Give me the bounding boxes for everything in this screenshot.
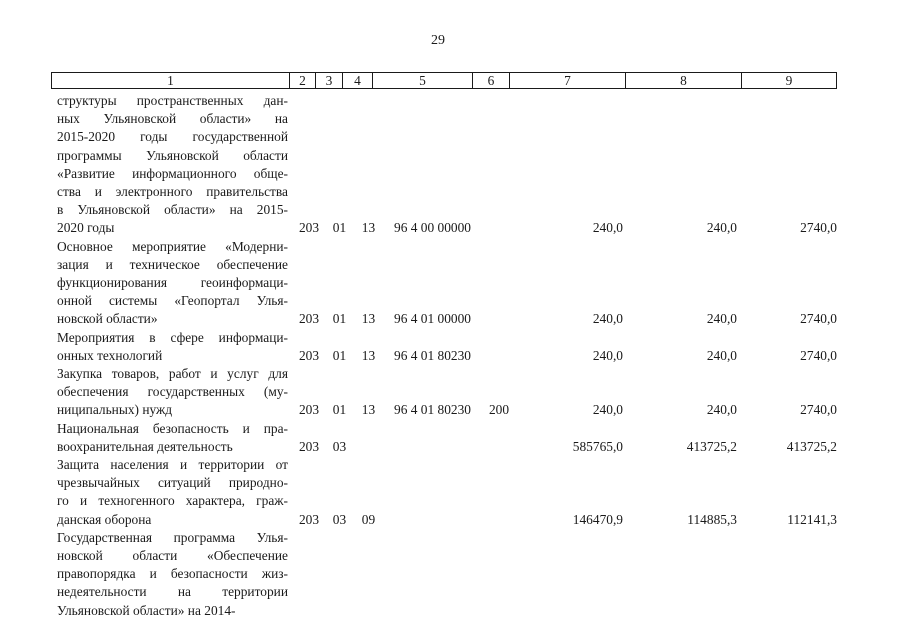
- row-code-subsection: 13: [361, 402, 376, 418]
- row-description: [57, 92, 288, 238]
- row-value-col7: 240,0: [592, 347, 623, 363]
- row-value-col9: 2740,0: [800, 220, 837, 236]
- description-line: ства и электронного правительства: [57, 184, 288, 200]
- description-line: ных Ульяновской области» на: [57, 111, 288, 127]
- row-code-subsection: 09: [361, 511, 376, 527]
- description-line: 2020 годы: [57, 220, 115, 236]
- description-line: 2015-2020 годы государственной: [57, 129, 288, 145]
- description-line: структуры пространственных дан-: [57, 93, 288, 108]
- row-description: [57, 456, 288, 529]
- row-code-admin: 203: [298, 311, 320, 327]
- table-row: [0, 238, 905, 329]
- row-value-col8: 240,0: [706, 347, 737, 363]
- row-value-col9: 413725,2: [786, 438, 837, 454]
- row-value-col9: 2740,0: [800, 311, 837, 327]
- description-line: программы Ульяновской области: [57, 147, 288, 163]
- row-code-admin: 203: [298, 220, 320, 236]
- table-row: [0, 92, 905, 238]
- row-value-col8: 413725,2: [686, 438, 737, 454]
- row-code-section: 01: [332, 402, 347, 418]
- description-line: онных технологий: [57, 347, 163, 363]
- table-row: [0, 329, 905, 365]
- row-code-admin: 203: [298, 438, 320, 454]
- description-line: Защита населения и территории от: [57, 457, 288, 472]
- description-line: Закупка товаров, работ и услуг для: [57, 366, 288, 381]
- description-line: Мероприятия в сфере информаци-: [57, 329, 288, 345]
- description-line: обеспечения государственных (му-: [57, 384, 288, 400]
- description-line: чрезвычайных ситуаций природно-: [57, 475, 288, 491]
- description-line: «Развитие информационного обще-: [57, 165, 288, 181]
- row-code-section: 03: [332, 438, 347, 454]
- description-line: воохранительная деятельность: [57, 438, 233, 454]
- description-line: го и техногенного характера, граж-: [57, 493, 288, 509]
- row-description: [57, 238, 288, 329]
- table-row: [0, 365, 905, 420]
- description-line: данская оборона: [57, 511, 152, 527]
- header-col-9: 9: [741, 73, 836, 88]
- row-description: [57, 329, 288, 365]
- table-row: [0, 529, 905, 620]
- description-line: Национальная безопасность и пра-: [57, 420, 288, 436]
- description-line: онной системы «Геопортал Улья-: [57, 293, 288, 309]
- header-col-5: 5: [372, 73, 472, 88]
- description-line: зация и техническое обеспечение: [57, 256, 288, 272]
- row-value-col7: 585765,0: [572, 438, 623, 454]
- description-line: Государственная программа Улья-: [57, 529, 288, 545]
- table-row: [0, 420, 905, 456]
- description-line: новской области «Обеспечение: [57, 548, 288, 563]
- header-col-4: 4: [342, 73, 372, 88]
- description-line: недеятельности на территории: [57, 584, 288, 600]
- row-description: [57, 529, 288, 620]
- header-col-7: 7: [509, 73, 625, 88]
- row-code-target: 96 4 01 80230: [394, 402, 471, 418]
- row-code-admin: 203: [298, 402, 320, 418]
- row-value-col9: 2740,0: [800, 347, 837, 363]
- page-number: 29: [431, 33, 445, 48]
- header-col-8: 8: [625, 73, 741, 88]
- row-code-section: 03: [332, 511, 347, 527]
- row-value-col8: 240,0: [706, 402, 737, 418]
- header-col-2: 2: [289, 73, 315, 88]
- row-code-target: 96 4 00 00000: [394, 220, 471, 236]
- description-line: Основное мероприятие «Модерни-: [57, 238, 288, 254]
- header-col-6: 6: [472, 73, 509, 88]
- header-col-3: 3: [315, 73, 342, 88]
- header-col-1: 1: [167, 73, 174, 88]
- row-code-subsection: 13: [361, 311, 376, 327]
- row-value-col8: 114885,3: [687, 511, 737, 527]
- row-value-col9: 2740,0: [800, 402, 837, 418]
- row-value-col8: 240,0: [706, 311, 737, 327]
- row-value-col7: 240,0: [592, 311, 623, 327]
- row-code-subsection: 13: [361, 220, 376, 236]
- row-value-col9: 112141,3: [787, 511, 837, 527]
- table-row: [0, 456, 905, 529]
- row-code-target: 96 4 01 80230: [394, 347, 471, 363]
- description-line: правопорядка и безопасности жиз-: [57, 566, 288, 582]
- row-code-subsection: 13: [361, 347, 376, 363]
- row-code-admin: 203: [298, 511, 320, 527]
- row-value-col7: 146470,9: [572, 511, 623, 527]
- row-code-target: 96 4 01 00000: [394, 311, 471, 327]
- description-line: функционирования геоинформаци-: [57, 275, 288, 290]
- description-line: Ульяновской области» на 2014-: [57, 602, 236, 618]
- row-description: [57, 365, 288, 420]
- row-code-admin: 203: [298, 347, 320, 363]
- row-code-section: 01: [332, 311, 347, 327]
- description-line: ниципальных) нужд: [57, 402, 173, 418]
- description-line: в Ульяновской области» на 2015-: [57, 202, 288, 218]
- row-code-section: 01: [332, 347, 347, 363]
- row-value-col7: 240,0: [592, 220, 623, 236]
- row-code-section: 01: [332, 220, 347, 236]
- row-value-col8: 240,0: [706, 220, 737, 236]
- row-code-expense-type: 200: [488, 402, 510, 418]
- row-description: [57, 420, 288, 456]
- description-line: новской области»: [57, 311, 158, 327]
- row-value-col7: 240,0: [592, 402, 623, 418]
